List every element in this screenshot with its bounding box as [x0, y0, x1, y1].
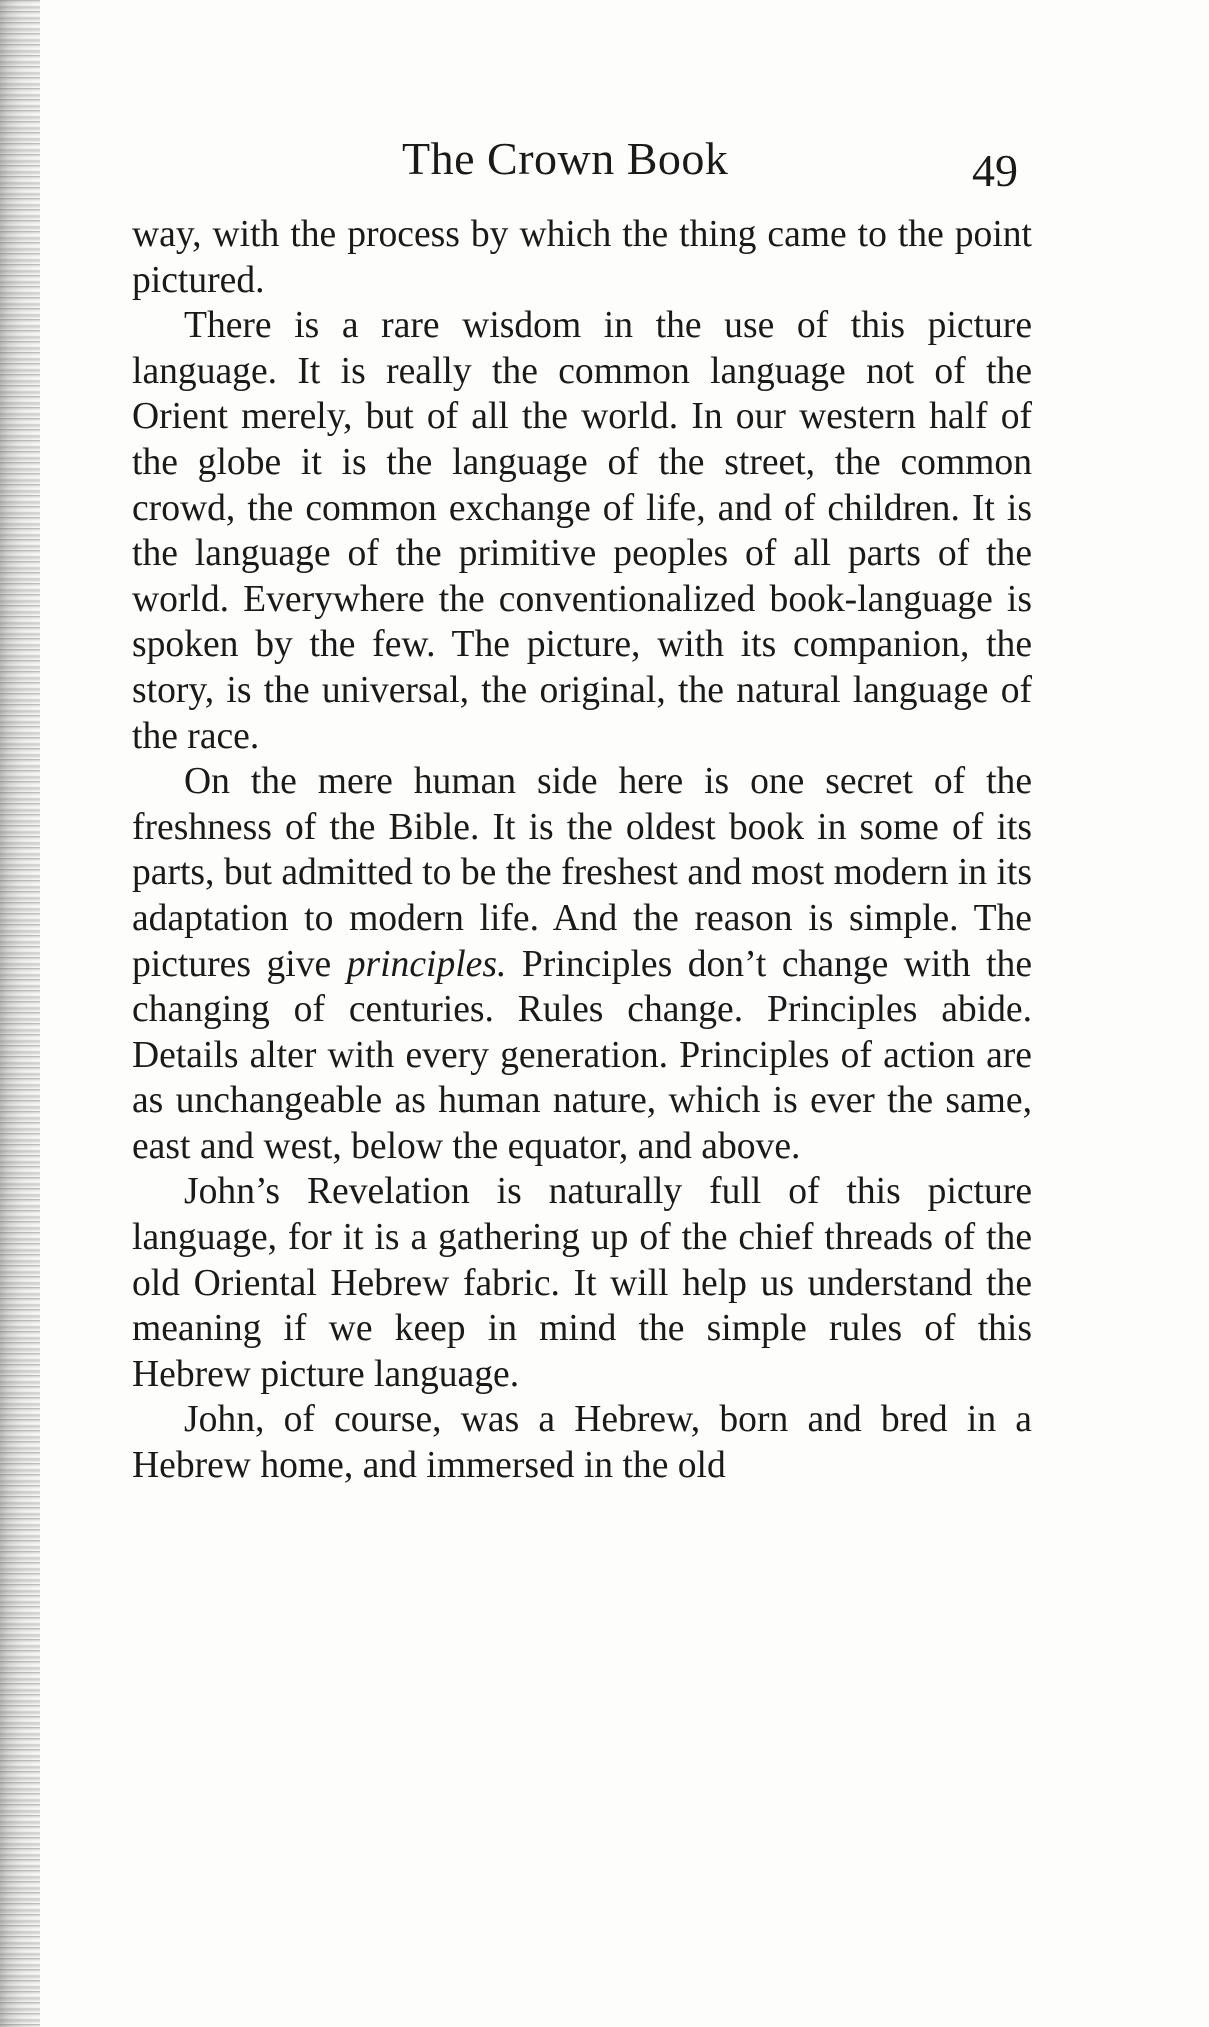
paragraph-johns-revelation: John’s Revelation is naturally full of this picture language, for it is a gathering up of the chief threads of the old Oriental Hebrew fabric. It will help us understand the meaning if we keep in mind the simple rules of this Hebrew picture language. [132, 1171, 1032, 1395]
page-header [132, 132, 1032, 196]
running-title: The Crown Book [402, 133, 729, 184]
paragraph-continuation: way, with the process by which the thing came to the point pictured. [132, 214, 1032, 301]
emphasis-principles: principles. [346, 943, 507, 985]
paragraph-text-before: On the mere human side here is one secret of the freshness of the Bible. It is the oldest book in some of its parts, but admitted to be the freshest and most modern in its adaptation to modern life. And the reason is simple. The pictures give [132, 761, 1032, 985]
page-number: 49 [972, 145, 1018, 196]
body-text [132, 212, 1032, 1489]
paragraph-john-hebrew: John, of course, was a Hebrew, born and bred in a Hebrew home, and immersed in the old [132, 1399, 1032, 1487]
paragraph-text-after: Principles don’t change with the changing of centuries. Rules change. Principles abide. Details alter with every generation. Principles of action are as unchangeable as human nature, which is ever the same, east and west, below the equator, and above. [132, 943, 1033, 1167]
paragraph-picture-language: There is a rare wisdom in the use of this picture language. It is really the common language not of the Orient merely, but of all the world. In our western half of the globe it is the language of the street, the common crowd, the common exchange of life, and of children. It is the language of the primitive peoples of all parts of the world. Everywhere the conventionalized book-language is spoken by the few. The picture, with its companion, the story, is the universal, the original, the natural language of the race. [132, 305, 1032, 757]
paragraph-freshness-of-bible [132, 759, 1032, 1169]
binding-edge [0, 0, 40, 2027]
